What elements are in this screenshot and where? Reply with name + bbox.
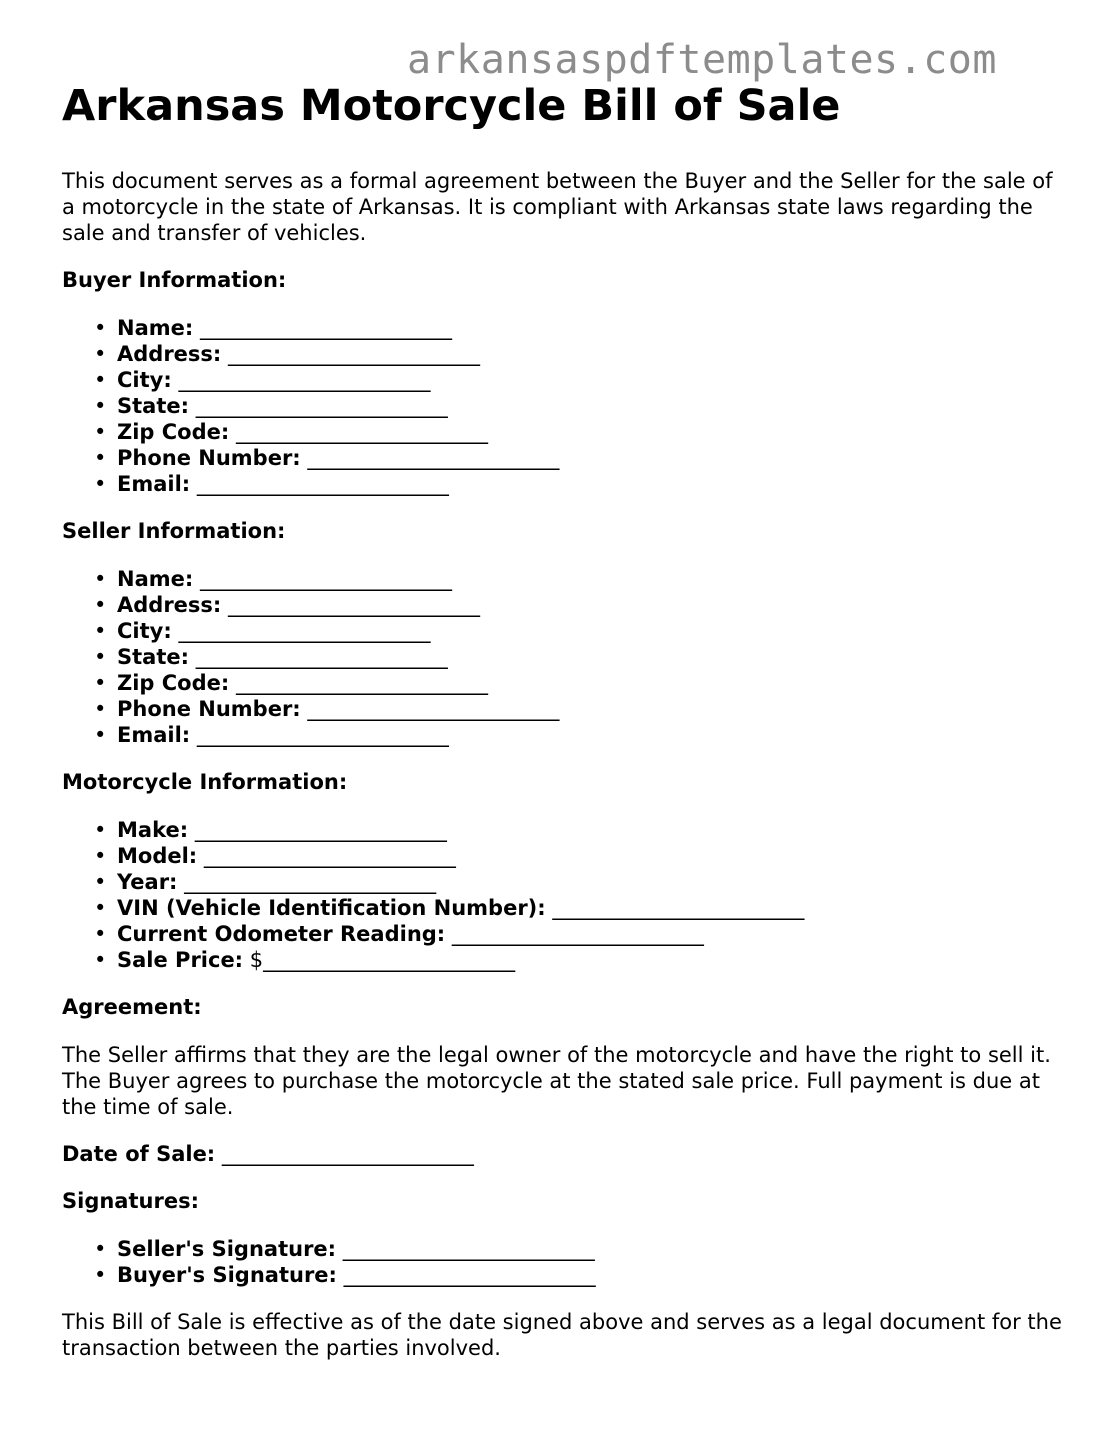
seller-phone-field[interactable]: • Phone Number: ________________________ bbox=[94, 697, 560, 721]
bullet-icon: • bbox=[94, 697, 107, 721]
bullet-icon: • bbox=[94, 567, 107, 591]
blank-line: ________________________ bbox=[263, 948, 516, 972]
buyer-fields-list bbox=[62, 315, 1062, 497]
blank-line: ________________________ bbox=[307, 446, 560, 470]
blank-line: ________________________ bbox=[235, 671, 488, 695]
bullet-icon: • bbox=[94, 922, 107, 946]
bullet-icon: • bbox=[94, 394, 107, 418]
seller-address-field[interactable]: • Address: ________________________ bbox=[94, 593, 481, 617]
site-watermark: arkansaspdftemplates.com bbox=[407, 37, 997, 83]
blank-line: ________________________ bbox=[199, 316, 452, 340]
buyer-section-heading: Buyer Information: bbox=[62, 268, 287, 292]
bullet-icon: • bbox=[94, 368, 107, 392]
blank-line: ________________________ bbox=[228, 342, 481, 366]
blank-line: ________________________ bbox=[342, 1237, 595, 1261]
motorcycle-fields-list bbox=[62, 817, 1062, 973]
blank-line: ________________________ bbox=[235, 420, 488, 444]
agreement-section-heading: Agreement: bbox=[62, 995, 202, 1019]
seller-email-field[interactable]: • Email: ________________________ bbox=[94, 723, 449, 747]
intro-paragraph: This document serves as a formal agreement between the Buyer and the Seller for the sale of a motorcycle in the state of Arkansas. It is compliant with Arkansas state laws regarding the sale and transfer of vehicles. bbox=[62, 169, 1053, 245]
seller-city-field[interactable]: • City: ________________________ bbox=[94, 619, 431, 643]
blank-line: ________________________ bbox=[195, 645, 448, 669]
bullet-icon: • bbox=[94, 619, 107, 643]
seller-zip-field[interactable]: • Zip Code: ________________________ bbox=[94, 671, 488, 695]
bullet-icon: • bbox=[94, 420, 107, 444]
bullet-icon: • bbox=[94, 723, 107, 747]
motorcycle-model-field[interactable]: • Model: ________________________ bbox=[94, 844, 456, 868]
buyer-address-field[interactable]: • Address: ________________________ bbox=[94, 342, 481, 366]
blank-line: ________________________ bbox=[196, 723, 449, 747]
seller-name-field[interactable]: • Name: ________________________ bbox=[94, 567, 452, 591]
blank-line: ________________________ bbox=[552, 896, 805, 920]
bullet-icon: • bbox=[94, 1237, 107, 1261]
buyer-state-field[interactable]: • State: ________________________ bbox=[94, 394, 448, 418]
blank-line: ________________________ bbox=[194, 818, 447, 842]
currency-symbol: $ bbox=[249, 948, 264, 972]
seller-signature-field[interactable]: • Seller's Signature: ________________________ bbox=[94, 1237, 595, 1261]
seller-state-field[interactable]: • State: ________________________ bbox=[94, 645, 448, 669]
buyer-name-field[interactable]: • Name: ________________________ bbox=[94, 316, 452, 340]
blank-line: ________________________ bbox=[221, 1142, 474, 1166]
buyer-email-field[interactable]: • Email: ________________________ bbox=[94, 472, 449, 496]
blank-line: ________________________ bbox=[178, 619, 431, 643]
blank-line: ________________________ bbox=[184, 870, 437, 894]
blank-line: ________________________ bbox=[451, 922, 704, 946]
buyer-phone-field[interactable]: • Phone Number: ________________________ bbox=[94, 446, 560, 470]
blank-line: ________________________ bbox=[195, 394, 448, 418]
blank-line: ________________________ bbox=[343, 1263, 596, 1287]
motorcycle-odometer-field[interactable]: • Current Odometer Reading: ________________________ bbox=[94, 922, 704, 946]
blank-line: ________________________ bbox=[228, 593, 481, 617]
seller-fields-list bbox=[62, 566, 1062, 748]
signatures-section-heading: Signatures: bbox=[62, 1189, 199, 1213]
bullet-icon: • bbox=[94, 593, 107, 617]
bullet-icon: • bbox=[94, 844, 107, 868]
blank-line: ________________________ bbox=[178, 368, 431, 392]
bullet-icon: • bbox=[94, 1263, 107, 1287]
bullet-icon: • bbox=[94, 316, 107, 340]
bullet-icon: • bbox=[94, 896, 107, 920]
buyer-signature-field[interactable]: • Buyer's Signature: ________________________ bbox=[94, 1263, 596, 1287]
bullet-icon: • bbox=[94, 818, 107, 842]
motorcycle-make-field[interactable]: • Make: ________________________ bbox=[94, 818, 447, 842]
closing-paragraph: This Bill of Sale is effective as of the date signed above and serves as a legal document for the transaction between the parties involved. bbox=[62, 1310, 1062, 1360]
buyer-city-field[interactable]: • City: ________________________ bbox=[94, 368, 431, 392]
bullet-icon: • bbox=[94, 948, 107, 972]
buyer-zip-field[interactable]: • Zip Code: ________________________ bbox=[94, 420, 488, 444]
date-of-sale-field[interactable] bbox=[62, 1141, 1062, 1167]
bullet-icon: • bbox=[94, 472, 107, 496]
blank-line: ________________________ bbox=[196, 472, 449, 496]
document-title: Arkansas Motorcycle Bill of Sale bbox=[62, 81, 841, 131]
blank-line: ________________________ bbox=[199, 567, 452, 591]
seller-section-heading: Seller Information: bbox=[62, 519, 286, 543]
agreement-paragraph: The Seller affirms that they are the legal owner of the motorcycle and have the right to sell it. The Buyer agrees to purchase the motorcycle at the stated sale price. Full payment is due at the time of sale. bbox=[62, 1043, 1051, 1119]
signatures-fields-list bbox=[62, 1236, 1062, 1288]
motorcycle-section-heading: Motorcycle Information: bbox=[62, 770, 348, 794]
motorcycle-vin-field[interactable]: • VIN (Vehicle Identification Number): ________________________ bbox=[94, 896, 805, 920]
blank-line: ________________________ bbox=[307, 697, 560, 721]
date-of-sale-label: Date of Sale: bbox=[62, 1142, 216, 1166]
motorcycle-year-field[interactable]: • Year: ________________________ bbox=[94, 870, 437, 894]
bullet-icon: • bbox=[94, 870, 107, 894]
blank-line: ________________________ bbox=[203, 844, 456, 868]
bullet-icon: • bbox=[94, 645, 107, 669]
motorcycle-sale-price-field[interactable]: • Sale Price: $________________________ bbox=[94, 948, 516, 972]
document-body bbox=[62, 80, 1062, 1361]
bullet-icon: • bbox=[94, 342, 107, 366]
bullet-icon: • bbox=[94, 671, 107, 695]
bullet-icon: • bbox=[94, 446, 107, 470]
